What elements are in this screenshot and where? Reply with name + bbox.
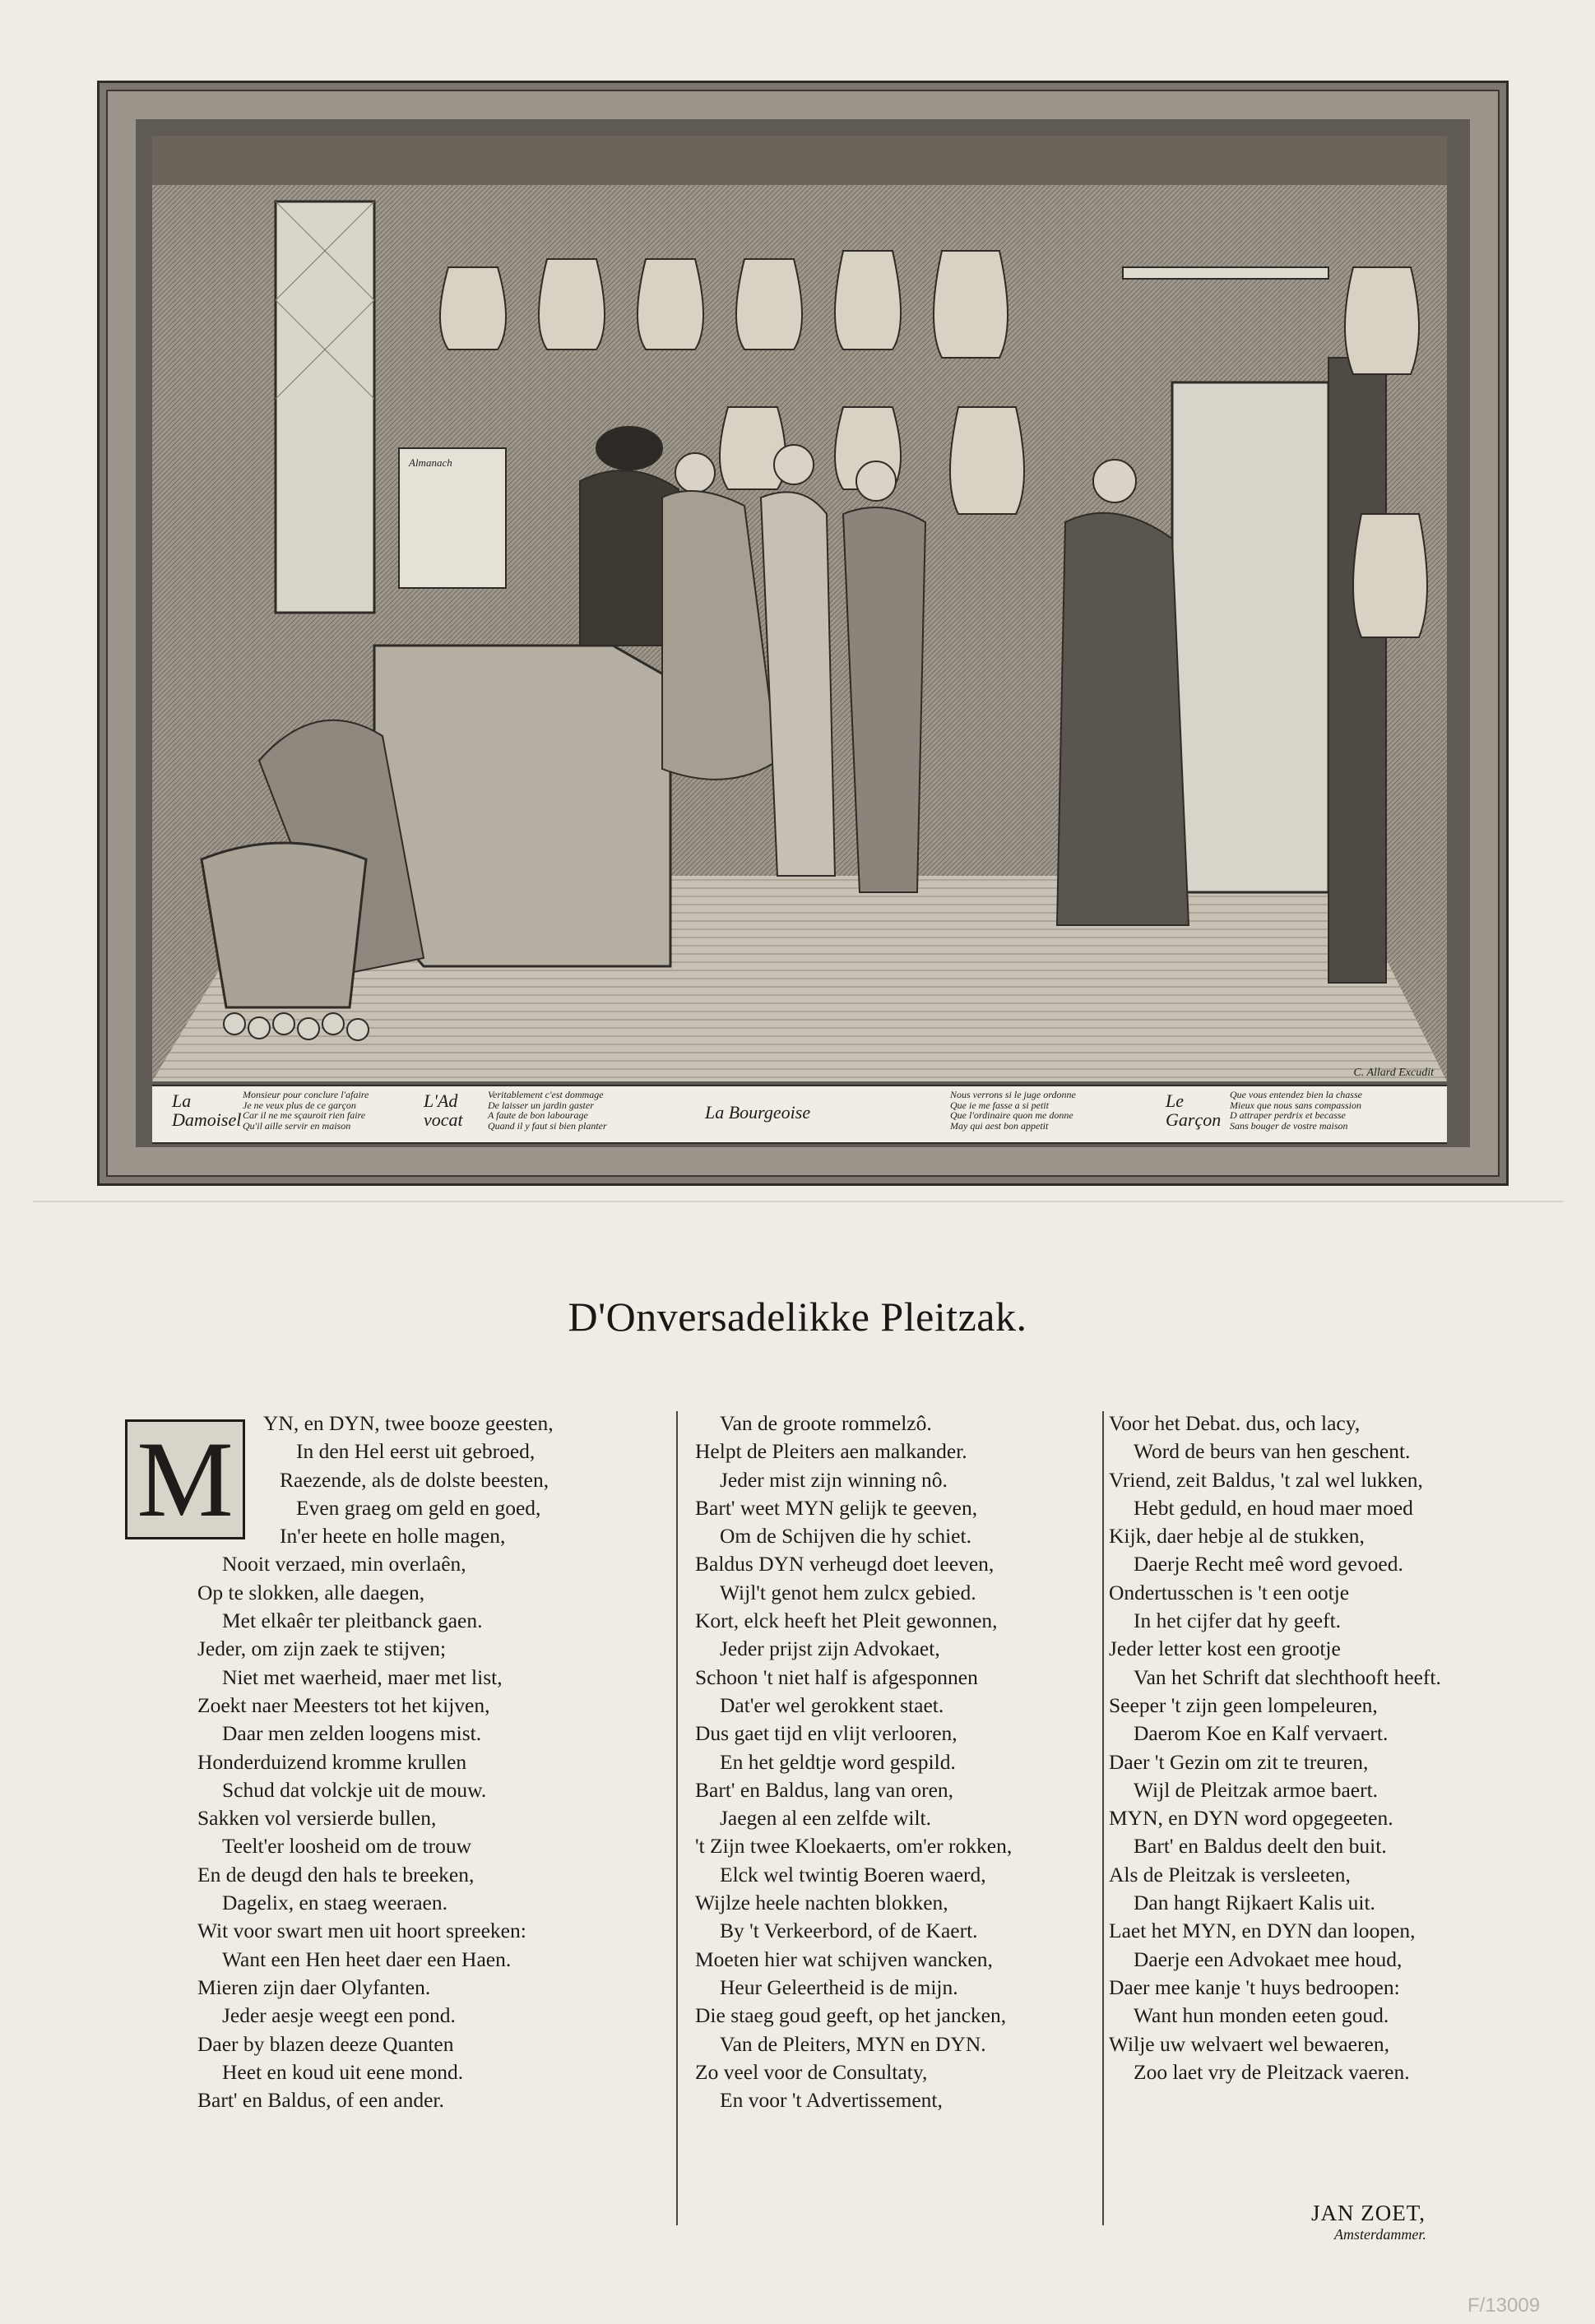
verse-line: Jeder prijst zijn Advokaet, [720,1637,940,1661]
verse-line: Daerje Recht meê word gevoed. [1134,1552,1403,1576]
verse-line: 't Zijn twee Kloekaerts, om'er rokken, [695,1834,1013,1859]
verse-line: Want een Hen heet daer een Haen. [222,1947,512,1971]
verse-line: Op te slokken, alle daegen, [197,1580,425,1604]
verse-line: Daer 't Gezin om zit te treuren, [1109,1749,1369,1774]
verse-line: Want hun monden eeten goud. [1134,2003,1389,2028]
caption-band [152,1085,1447,1144]
verse-line: Wijl de Pleitzak armoe baert. [1134,1777,1379,1802]
almanac-poster [399,448,506,588]
verse-line: Vriend, zeit Baldus, 't zal wel lukken, [1109,1467,1423,1492]
caption-verse-bourgeoise: Nous verrons si le juge ordonne Que ie me fasse a si petit Que l'ordinaire quon me donne May qui aest bon appetit [950,1089,1076,1132]
verse-line: Nooit verzaed, min overlaên, [222,1552,466,1576]
verse-line: En de deugd den hals te breeken, [197,1862,475,1887]
verse-line: By 't Verkeerbord, of de Kaert. [720,1919,978,1943]
verse-line: Jeder mist zijn winning nô. [720,1467,948,1492]
caption-name-garcon: Le Garçon [1166,1090,1222,1131]
caption-verse-damoisel: Monsieur pour conclure l'afaire Je ne veux plus de ce garçon Car il ne me sçauroit rien faire Qu'il aille servir en maison [243,1089,369,1132]
verse-line: Dat'er wel gerokkent staet. [720,1692,944,1717]
verse-line: Bart' weet MYN gelijk te geeven, [695,1495,978,1520]
verse-line: Niet met waerheid, maer met list, [222,1664,503,1689]
poem-column-3 [1109,1411,1441,2088]
fold-line [33,1201,1563,1202]
verse-line: MYN, en DYN word opgegeeten. [1109,1806,1393,1831]
verse-line: Voor het Debat. dus, och lacy, [1109,1411,1361,1435]
verse-line: Van het Schrift dat slechthooft heeft. [1134,1664,1441,1689]
verse-line: Daerom Koe en Kalf vervaert. [1134,1721,1389,1746]
column-rule [676,1411,678,2225]
verse-line: Zoekt naer Meesters tot het kijven, [197,1692,490,1717]
caption-verse-advocat: Veritablement c'est dommage De laisser un jardin gaster A faute de bon labourage Quand il y faut si bien planter [488,1089,607,1132]
verse-line: Wilje uw welvaert wel bewaeren, [1109,2031,1389,2056]
verse-line: Daar men zelden loogens mist. [222,1721,482,1746]
verse-line: Daer mee kanje 't huys bedroopen: [1109,1974,1400,1999]
verse-line: YN, en DYN, twee booze geesten, [263,1411,554,1435]
verse-line: Die staeg goud geeft, op het jancken, [695,2003,1007,2028]
verse-line: Heet en koud uit eene mond. [222,2059,464,2084]
verse-line: Honderduizend kromme krullen [197,1749,467,1774]
verse-line: En voor 't Advertissement, [720,2088,943,2113]
poem-column-2 [695,1411,1012,2116]
verse-line: Laet het MYN, en DYN dan loopen, [1109,1919,1416,1943]
verse-line: In het cijfer dat hy geeft. [1134,1609,1342,1633]
verse-line: Baldus DYN verheugd doet leeven, [695,1552,995,1576]
verse-line: Met elkaêr ter pleitbanck gaen. [222,1609,483,1633]
poem-column-1 [197,1411,554,2116]
open-door [1328,358,1386,983]
verse-line: Dan hangt Rijkaert Kalis uit. [1134,1891,1375,1915]
verse-line: Zo veel voor de Consultaty, [695,2059,928,2084]
verse-line: Dagelix, en staeg weeraen. [222,1891,447,1915]
verse-line: Bart' en Baldus deelt den buit. [1134,1834,1387,1859]
verse-line: Teelt'er loosheid om de trouw [222,1834,472,1859]
verse-line: Van de Pleiters, MYN en DYN. [720,2031,986,2056]
lawyer-office-scene [152,136,1447,1081]
verse-line: Als de Pleitzak is versleeten, [1109,1862,1351,1887]
caption-name-bourgeoise: La Bourgeoise [705,1102,811,1123]
verse-line: Hebt geduld, en houd maer moed [1134,1495,1413,1520]
author-signature [1311,2201,1426,2243]
caption-verse-garcon: Que vous entendez bien la chasse Mieux que nous sans compassion D attraper perdrix et becasse Sans bouger de vostre maison [1230,1089,1362,1132]
verse-line: Jaegen al een zelfde wilt. [720,1806,931,1831]
verse-line: Mieren zijn daer Olyfanten. [197,1974,431,1999]
verse-line: Jeder aesje weegt een pond. [222,2003,456,2028]
verse-line: Word de beurs van hen geschent. [1134,1439,1411,1464]
decorated-initial-letter: M [137,1419,234,1539]
poem-title: D'Onversadelikke Pleitzak. [568,1294,1027,1340]
verse-line: Schoon 't niet half is afgesponnen [695,1664,978,1689]
verse-line: Helpt de Pleiters aen malkander. [695,1439,967,1464]
verse-line: Ondertusschen is 't een ootje [1109,1580,1350,1604]
column-rule [1102,1411,1104,2225]
verse-line: Van de groote rommelzô. [720,1411,932,1435]
almanac-label: Almanach [409,456,452,469]
verse-line: Kijk, daer hebje al de stukken, [1109,1524,1365,1549]
verse-line: In'er heete en holle magen, [280,1524,506,1549]
engraving-print [97,81,1509,1186]
verse-line: Seeper 't zijn geen lompeleuren, [1109,1692,1378,1717]
author-name: JAN ZOET, [1311,2201,1426,2225]
verse-line: Even graeg om geld en goed, [296,1495,541,1520]
verse-line: Raezende, als de dolste beesten, [280,1467,549,1492]
verse-line: Moeten hier wat schijven wancken, [695,1947,993,1971]
verse-line: Wijl't genot hem zulcx gebied. [720,1580,976,1604]
verse-line: Daer by blazen deeze Quanten [197,2031,454,2056]
verse-line: In den Hel eerst uit gebroed, [296,1439,536,1464]
publisher-credit: C. Allard Excudit [1353,1067,1434,1079]
verse-line: Daerje een Advokaet mee houd, [1134,1947,1403,1971]
verse-line: Wijlze heele nachten blokken, [695,1891,948,1915]
verse-line: Sakken vol versierde bullen, [197,1806,437,1831]
verse-line: Schud dat volckje uit de mouw. [222,1777,487,1802]
verse-line: Bart' en Baldus, lang van oren, [695,1777,954,1802]
verse-line: Bart' en Baldus, of een ander. [197,2088,444,2113]
verse-line: Heur Geleertheid is de mijn. [720,1974,958,1999]
verse-line: Jeder, om zijn zaek te stijven; [197,1637,447,1661]
caption-name-damoisel: La Damoisel [172,1090,242,1131]
desk [374,646,670,966]
doorway [1172,382,1328,892]
pencil-mark-right: F/13009 [1467,2294,1541,2317]
verse-line: Elck wel twintig Boeren waerd, [720,1862,986,1887]
author-place: Amsterdammer. [1334,2226,1426,2243]
verse-line: Jeder letter kost een grootje [1109,1637,1341,1661]
verse-line: Dus gaet tijd en vlijt verlooren, [695,1721,957,1746]
basket [202,843,366,1007]
verse-line: Wit voor swart men uit hoort spreeken: [197,1919,526,1943]
verse-line: Om de Schijven die hy schiet. [720,1524,971,1549]
engraved-scene [152,136,1447,1081]
caption-name-advocat: L'Ad vocat [424,1090,463,1131]
verse-line: En het geldtje word gespild. [720,1749,956,1774]
verse-line: Kort, elck heeft het Pleit gewonnen, [695,1609,998,1633]
verse-line: Zoo laet vry de Pleitzack vaeren. [1134,2059,1410,2084]
window [276,201,374,613]
